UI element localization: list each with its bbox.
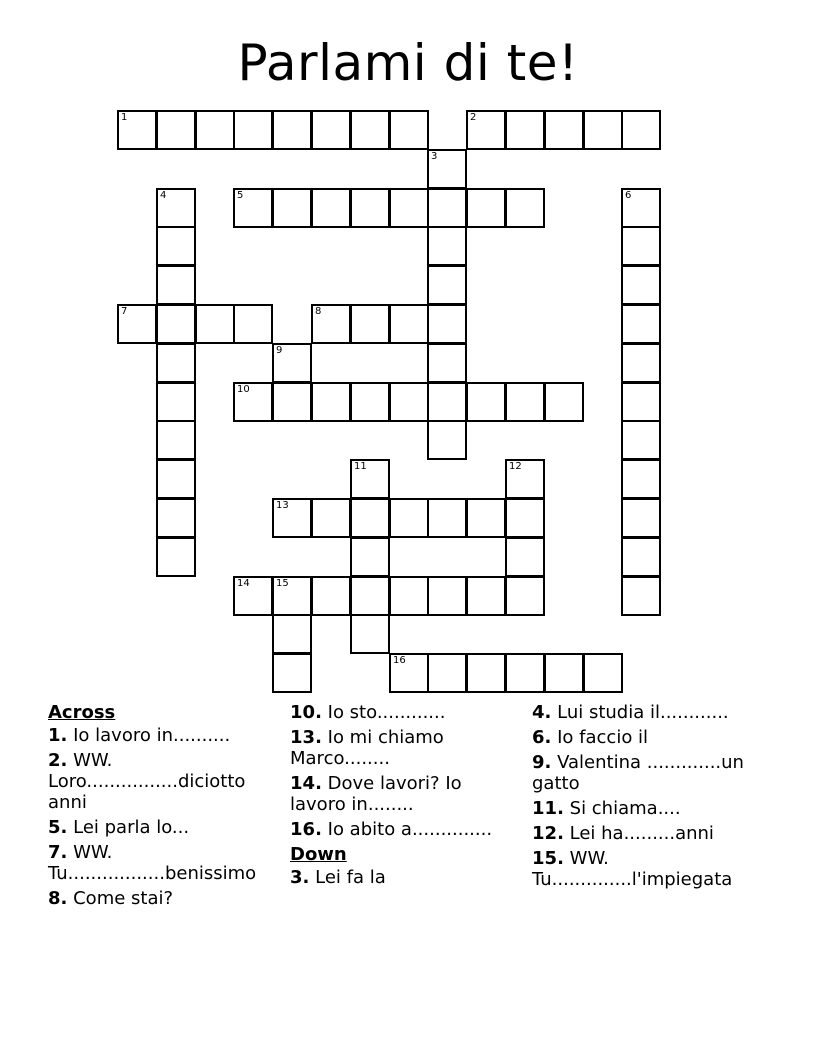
- grid-cell[interactable]: [427, 382, 467, 422]
- grid-cell[interactable]: [272, 498, 312, 538]
- grid-cell[interactable]: [427, 265, 467, 305]
- grid-cell[interactable]: [117, 304, 157, 344]
- clue-across-5: 5. Lei parla lo...: [48, 817, 190, 838]
- grid-cell[interactable]: [621, 304, 661, 344]
- grid-cell[interactable]: [311, 188, 351, 228]
- grid-cell[interactable]: [466, 576, 506, 616]
- clue-down-6: 6. Io faccio il: [532, 727, 649, 748]
- grid-cell[interactable]: [505, 382, 545, 422]
- grid-cell[interactable]: [272, 188, 312, 228]
- grid-cell[interactable]: [233, 188, 273, 228]
- grid-cell[interactable]: [389, 304, 429, 344]
- grid-cell[interactable]: [350, 304, 390, 344]
- grid-cell[interactable]: [427, 304, 467, 344]
- clue-across-16: 16. Io abito a..............: [290, 819, 493, 840]
- grid-cell[interactable]: [427, 576, 467, 616]
- cell-number: 10: [237, 384, 250, 395]
- grid-cell[interactable]: [544, 382, 584, 422]
- cell-number: 2: [470, 112, 477, 123]
- grid-cell[interactable]: [621, 343, 661, 383]
- grid-cell[interactable]: [311, 110, 351, 150]
- cell-number: 14: [237, 578, 250, 589]
- cell-number: 11: [354, 461, 367, 472]
- grid-cell[interactable]: [272, 343, 312, 383]
- grid-cell[interactable]: [350, 382, 390, 422]
- grid-cell[interactable]: [156, 304, 196, 344]
- grid-cell[interactable]: [621, 188, 661, 228]
- grid-cell[interactable]: [156, 188, 196, 228]
- grid-cell[interactable]: [156, 343, 196, 383]
- clue-across-13: 13. Io mi chiamo Marco........: [290, 727, 444, 769]
- grid-cell[interactable]: [621, 459, 661, 499]
- cell-number: 7: [121, 306, 128, 317]
- grid-cell[interactable]: [544, 110, 584, 150]
- clue-down-4: 4. Lui studia il............: [532, 702, 729, 723]
- clue-down-11: 11. Si chiama....: [532, 798, 681, 819]
- cell-number: 6: [625, 190, 632, 201]
- grid-cell[interactable]: [156, 498, 196, 538]
- grid-cell[interactable]: [350, 110, 390, 150]
- grid-cell[interactable]: [350, 498, 390, 538]
- clue-down-15: 15. WW. Tu..............l'impiegata: [532, 848, 733, 890]
- grid-cell[interactable]: [505, 498, 545, 538]
- clue-across-1: 1. Io lavoro in..........: [48, 725, 231, 746]
- grid-cell[interactable]: [389, 382, 429, 422]
- clue-across-14: 14. Dove lavori? Io lavoro in........: [290, 773, 462, 815]
- grid-cell[interactable]: [621, 420, 661, 460]
- grid-cell[interactable]: [350, 576, 390, 616]
- grid-cell[interactable]: [621, 382, 661, 422]
- clue-down-12: 12. Lei ha.........anni: [532, 823, 714, 844]
- grid-cell[interactable]: [272, 614, 312, 654]
- grid-cell[interactable]: [350, 614, 390, 654]
- grid-cell[interactable]: [272, 110, 312, 150]
- grid-cell[interactable]: [272, 382, 312, 422]
- grid-cell[interactable]: [389, 653, 429, 693]
- grid-cell[interactable]: [311, 382, 351, 422]
- grid-cell[interactable]: [350, 188, 390, 228]
- cell-number: 1: [121, 112, 128, 123]
- grid-cell[interactable]: [466, 382, 506, 422]
- clue-down-3: 3. Lei fa la: [290, 867, 386, 888]
- grid-cell[interactable]: [427, 226, 467, 266]
- grid-cell[interactable]: [311, 498, 351, 538]
- grid-cell[interactable]: [195, 304, 235, 344]
- grid-cell[interactable]: [621, 576, 661, 616]
- clues-column-2: [290, 702, 505, 892]
- grid-cell[interactable]: [156, 265, 196, 305]
- grid-cell[interactable]: [466, 653, 506, 693]
- cell-number: 15: [276, 578, 289, 589]
- grid-cell[interactable]: [195, 110, 235, 150]
- clue-across-10: 10. Io sto............: [290, 702, 446, 723]
- grid-cell[interactable]: [156, 420, 196, 460]
- grid-cell[interactable]: [505, 576, 545, 616]
- grid-cell[interactable]: [505, 188, 545, 228]
- grid-cell[interactable]: [233, 110, 273, 150]
- grid-cell[interactable]: [505, 110, 545, 150]
- grid-cell[interactable]: [233, 304, 273, 344]
- clue-across-2: 2. WW. Loro................diciotto anni: [48, 750, 246, 813]
- grid-cell[interactable]: [156, 382, 196, 422]
- grid-cell[interactable]: [272, 653, 312, 693]
- cell-number: 8: [315, 306, 322, 317]
- grid-cell[interactable]: [427, 149, 467, 189]
- grid-cell[interactable]: [117, 110, 157, 150]
- grid-cell[interactable]: [272, 576, 312, 616]
- down-heading: Down: [290, 844, 347, 865]
- grid-cell[interactable]: [466, 498, 506, 538]
- grid-cell[interactable]: [544, 653, 584, 693]
- grid-cell[interactable]: [156, 110, 196, 150]
- grid-cell[interactable]: [311, 304, 351, 344]
- grid-cell[interactable]: [505, 459, 545, 499]
- cell-number: 5: [237, 190, 244, 201]
- grid-cell[interactable]: [427, 188, 467, 228]
- clue-down-9: 9. Valentina .............un gatto: [532, 752, 744, 794]
- grid-cell[interactable]: [427, 653, 467, 693]
- grid-cell[interactable]: [389, 110, 429, 150]
- grid-cell[interactable]: [427, 498, 467, 538]
- grid-cell[interactable]: [427, 343, 467, 383]
- grid-cell[interactable]: [427, 420, 467, 460]
- grid-cell[interactable]: [350, 537, 390, 577]
- grid-cell[interactable]: [311, 576, 351, 616]
- grid-cell[interactable]: [389, 188, 429, 228]
- grid-cell[interactable]: [621, 226, 661, 266]
- grid-cell[interactable]: [350, 459, 390, 499]
- clues-column-3: [532, 702, 767, 894]
- cell-number: 13: [276, 500, 289, 511]
- grid-cell[interactable]: [621, 110, 661, 150]
- grid-cell[interactable]: [466, 188, 506, 228]
- grid-cell[interactable]: [156, 226, 196, 266]
- clue-across-7: 7. WW. Tu.................benissimo: [48, 842, 257, 884]
- grid-cell[interactable]: [389, 576, 429, 616]
- cell-number: 16: [393, 655, 406, 666]
- grid-cell[interactable]: [156, 537, 196, 577]
- grid-cell[interactable]: [233, 576, 273, 616]
- grid-cell[interactable]: [621, 537, 661, 577]
- cell-number: 12: [509, 461, 522, 472]
- grid-cell[interactable]: [505, 653, 545, 693]
- grid-cell[interactable]: [621, 265, 661, 305]
- grid-cell[interactable]: [156, 459, 196, 499]
- grid-cell[interactable]: [583, 110, 623, 150]
- grid-cell[interactable]: [621, 498, 661, 538]
- grid-cell[interactable]: [389, 498, 429, 538]
- grid-cell[interactable]: [583, 653, 623, 693]
- cell-number: 3: [431, 151, 438, 162]
- clues-column-1: [48, 702, 288, 913]
- grid-cell[interactable]: [233, 382, 273, 422]
- cell-number: 4: [160, 190, 167, 201]
- across-heading: Across: [48, 702, 116, 723]
- grid-cell[interactable]: [466, 110, 506, 150]
- page-title: Parlami di te!: [237, 34, 579, 92]
- grid-cell[interactable]: [505, 537, 545, 577]
- clue-across-8: 8. Come stai?: [48, 888, 174, 909]
- cell-number: 9: [276, 345, 283, 356]
